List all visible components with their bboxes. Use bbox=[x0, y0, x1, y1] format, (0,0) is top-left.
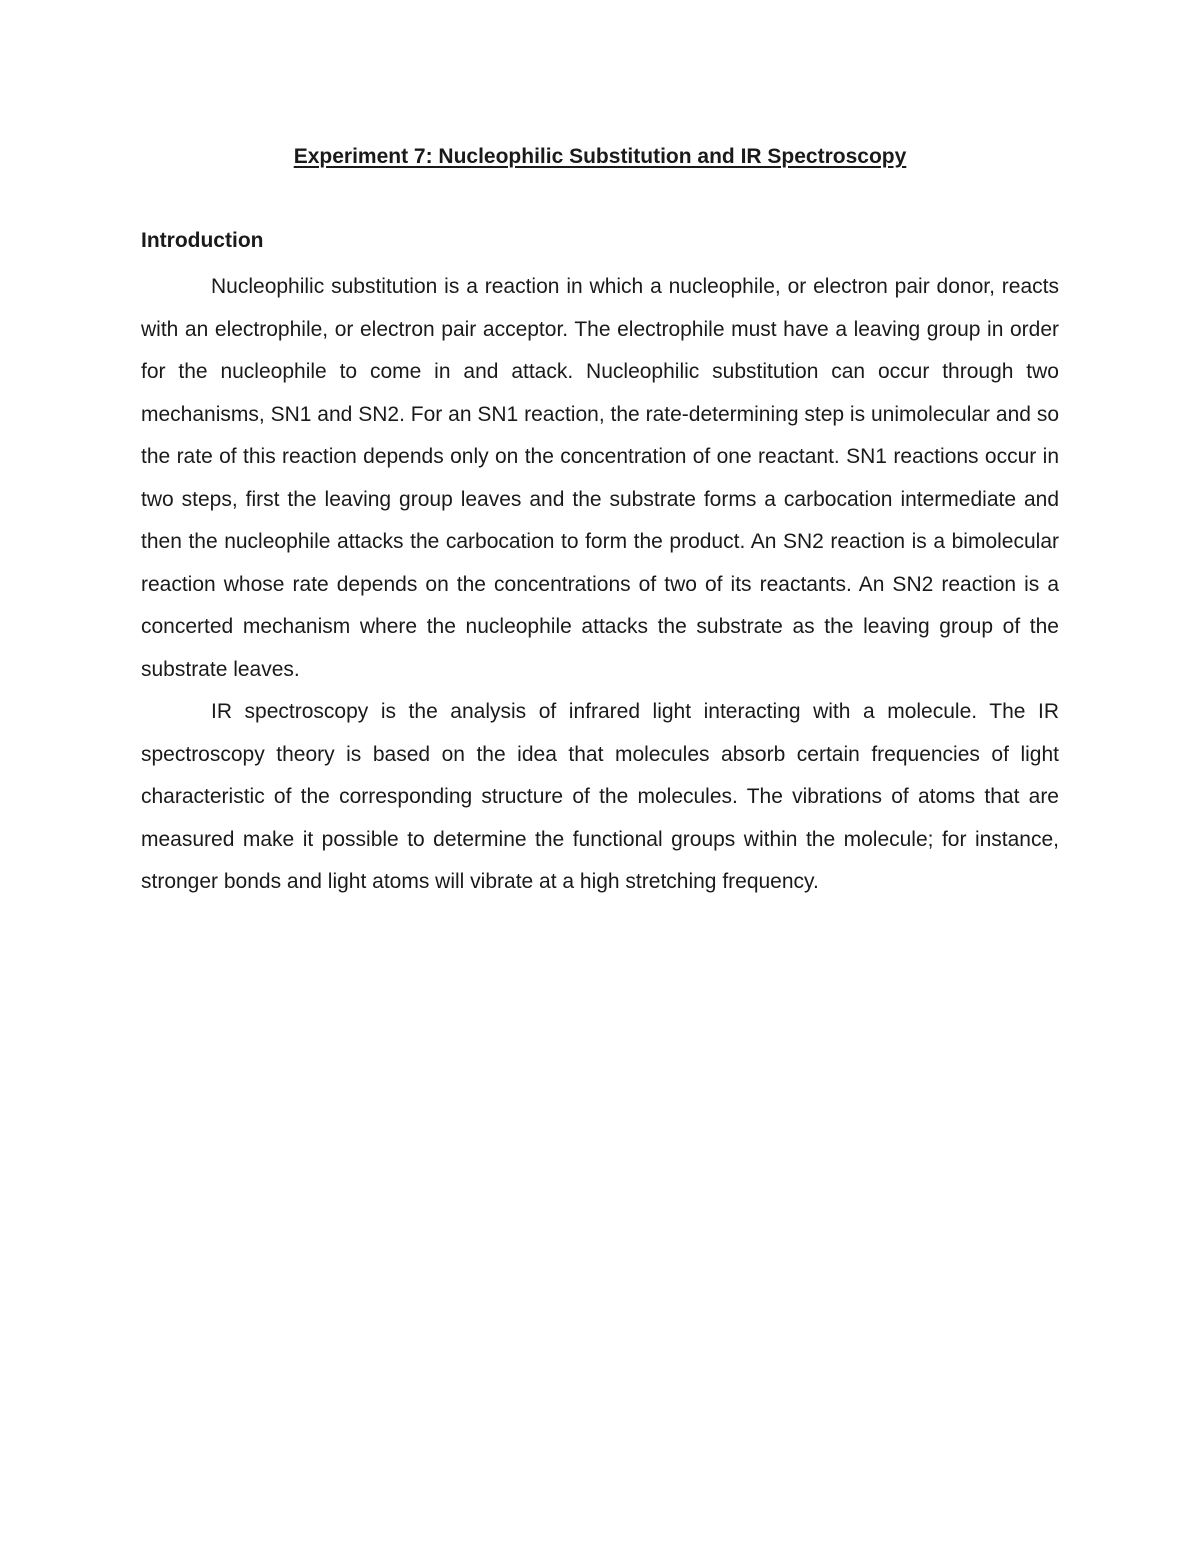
paragraph-nucleophilic-substitution: Nucleophilic substitution is a reaction in which a nucleophile, or electron pair donor, reacts with an electrophile, or electron pair acceptor. The electrophile must have a leaving group in order for the nucleophile to come in and attack. Nucleophilic substitution can occur through two mechanisms, SN1 and SN2. For an SN1 reaction, the rate-determining step is unimolecular and so the rate of this reaction depends only on the concentration of one reactant. SN1 reactions occur in two steps, first the leaving group leaves and the substrate forms a carbocation intermediate and then the nucleophile attacks the carbocation to form the product. An SN2 reaction is a bimolecular reaction whose rate depends on the concentrations of two of its reactants. An SN2 reaction is a concerted mechanism where the nucleophile attacks the substrate as the leaving group of the substrate leaves. bbox=[141, 275, 1059, 681]
introduction-body bbox=[141, 266, 1059, 904]
section-heading-introduction: Introduction bbox=[141, 229, 264, 252]
paragraph-ir-spectroscopy: IR spectroscopy is the analysis of infrared light interacting with a molecule. The IR spectroscopy theory is based on the idea that molecules absorb certain frequencies of light characteristic of the corresponding structure of the molecules. The vibrations of atoms that are measured make it possible to determine the functional groups within the molecule; for instance, stronger bonds and light atoms will vibrate at a high stretching frequency. bbox=[141, 700, 1059, 893]
document-title: Experiment 7: Nucleophilic Substitution and IR Spectroscopy bbox=[293, 145, 907, 168]
